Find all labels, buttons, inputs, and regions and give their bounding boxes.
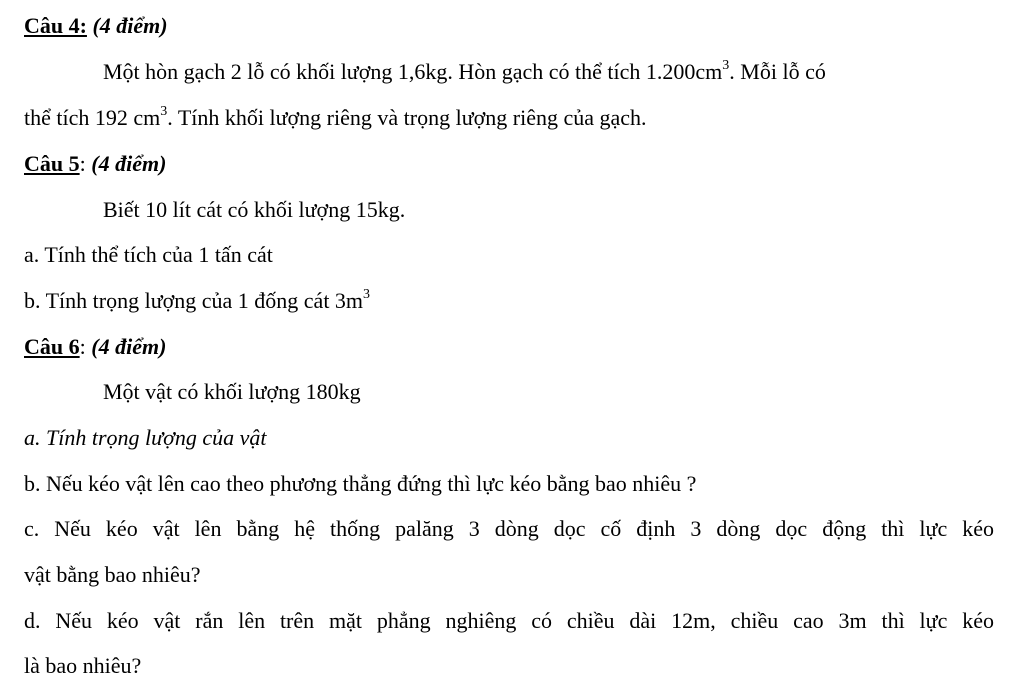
question-6-points: (4 điểm) — [91, 334, 167, 359]
question-6-intro: Một vật có khối lượng 180kg — [103, 379, 361, 404]
question-4-heading — [24, 12, 994, 40]
question-6-part-d-line-2: là bao nhiêu? — [24, 653, 142, 678]
question-5-colon: : — [79, 151, 86, 176]
question-4-text-line-2 — [24, 104, 994, 132]
question-6-heading — [24, 333, 994, 361]
question-6-colon: : — [79, 334, 86, 359]
question-5-points: (4 điểm) — [91, 151, 167, 176]
question-4-points: (4 điểm) — [92, 13, 168, 38]
question-6-part-c-line-2: vật bằng bao nhiêu? — [24, 562, 201, 587]
question-6-part-b: b. Nếu kéo vật lên cao theo phương thẳng đứng thì lực kéo bằng bao nhiêu ? — [24, 471, 697, 496]
question-4-label: Câu 4: — [24, 13, 87, 38]
question-4-text-line-1 — [103, 58, 994, 86]
question-5-part-b — [24, 287, 994, 315]
superscript: 3 — [722, 57, 730, 73]
question-5-part-b-text: b. Tính trọng lượng của 1 đống cát 3m — [24, 288, 364, 313]
question-6-label: Câu 6 — [24, 334, 80, 359]
question-6-part-c-line-1: c. Nếu kéo vật lên bằng hệ thống palăng 3 dòng dọc cố định 3 dòng dọc động thì lực kéo — [24, 516, 994, 541]
question-6-part-a: a. Tính trọng lượng của vật — [24, 425, 267, 450]
question-5-label: Câu 5 — [24, 151, 80, 176]
question-4-text-part: . Mỗi lỗ có — [729, 59, 826, 84]
question-4-text-part: . Tính khối lượng riêng và trọng lượng riêng của gạch. — [167, 105, 647, 130]
question-5-intro: Biết 10 lít cát có khối lượng 15kg. — [103, 197, 406, 222]
question-4-text-part: Một hòn gạch 2 lỗ có khối lượng 1,6kg. Hòn gạch có thể tích 1.200cm — [103, 59, 723, 84]
question-5-heading — [24, 150, 994, 178]
superscript: 3 — [363, 286, 371, 302]
question-6-part-d-line-1: d. Nếu kéo vật rắn lên trên mặt phẳng nghiêng có chiều dài 12m, chiều cao 3m thì lực kéo — [24, 608, 994, 633]
question-5-part-a: a. Tính thể tích của 1 tấn cát — [24, 242, 273, 267]
superscript: 3 — [160, 103, 168, 119]
question-4-text-part: thể tích 192 cm — [24, 105, 161, 130]
